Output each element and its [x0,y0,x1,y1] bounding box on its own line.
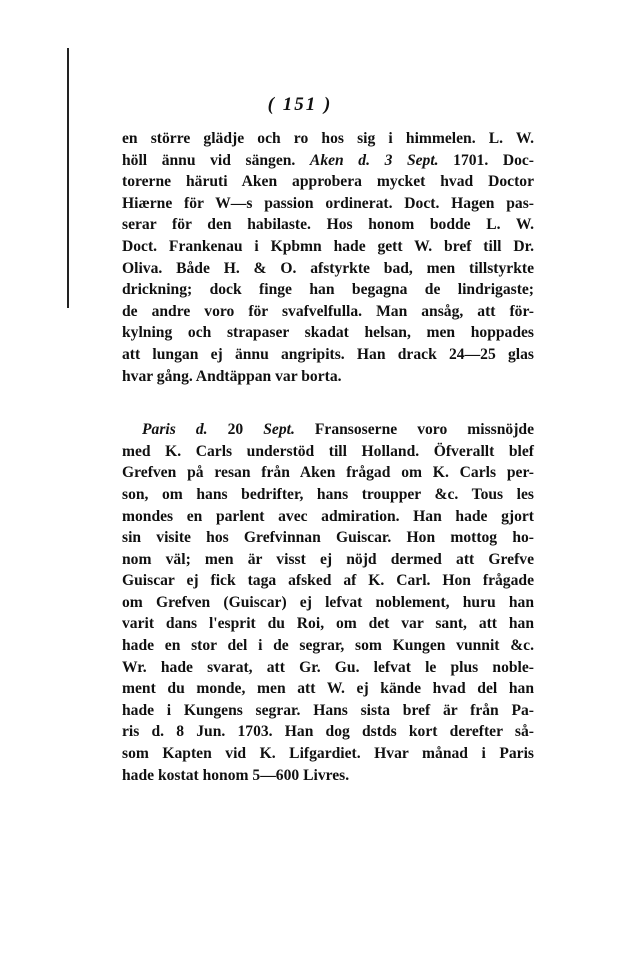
italic-text: Paris d. [142,421,208,439]
text-line [122,128,534,150]
text-segment: 1701. Doc- [438,151,535,169]
text-line [122,193,534,215]
italic-text: Aken d. 3 Sept. [309,151,439,169]
text-line [122,171,534,193]
text-line [122,613,534,635]
text-line [122,279,534,301]
text-line [122,419,534,441]
text-segment: som Kapten vid K. Lifgardiet. Hvar månad i Paris [122,745,534,763]
text-line [122,344,534,366]
text-line [122,549,534,571]
text-segment: ment du monde, men att W. ej kände hvad del han [122,680,534,698]
text-line [122,743,534,765]
text-line [122,721,534,743]
text-line [122,765,534,787]
margin-rule [67,48,69,308]
text-line [122,236,534,258]
text-segment: hade en stor del i de segrar, som Kungen vunnit &c. [122,637,534,655]
text-segment: en större glädje och ro hos sig i himmelen. L. W. [122,130,534,147]
page-number: ( 151 ) [267,94,333,115]
text-segment: Grefven på resan från Aken frågad om K. Carls per- [122,464,534,482]
text-line [122,150,534,172]
italic-text: Sept. [263,421,295,439]
text-line [122,527,534,549]
text-segment: hade kostat honom 5—600 Livres. [122,766,350,784]
text-segment: Hiærne för W—s passion ordinerat. Doct. Hagen pas- [122,194,534,212]
text-line [122,462,534,484]
text-segment: mondes en parlent avec admiration. Han hade gjort [122,507,534,525]
text-segment: ris d. 8 Jun. 1703. Han dog dstds kort derefter så- [122,723,534,741]
text-segment: drickning; dock finge han begagna de lindrigaste; [122,281,534,299]
text-line [122,570,534,592]
text-segment: hade i Kungens segrar. Hans sista bref är från Pa- [122,701,534,719]
text-line [122,506,534,528]
text-line [122,700,534,722]
text-segment: sin visite hos Grefvinnan Guiscar. Hon mottog ho- [122,529,534,547]
text-line [122,657,534,679]
text-segment: hvar gång. Andtäppan var borta. [122,367,342,385]
text-line [122,678,534,700]
text-line [122,214,534,236]
paragraph [122,128,534,387]
text-segment: Guiscar ej fick taga afsked af K. Carl. Hon frågade [122,572,534,590]
text-line [122,322,534,344]
text-segment: 20 [207,421,264,439]
text-segment: om Grefven (Guiscar) ej lefvat noblement, huru han [122,593,534,611]
text-segment: att lungan ej ännu angripits. Han drack 24—25 glas [122,345,534,363]
text-segment: son, om hans bedrifter, hans troupper &c. Tous les [122,485,534,503]
text-segment: kylning och strapaser skadat helsan, men hoppades [122,324,534,342]
text-line [122,301,534,323]
text-segment: de andre voro för svafvelfulla. Man ansåg, att för- [122,302,534,320]
text-line [122,258,534,280]
paragraph [122,419,534,786]
text-segment: torerne häruti Aken approbera mycket hvad Doctor [122,173,534,191]
text-line [122,592,534,614]
text-line [122,441,534,463]
text-segment: Doct. Frankenau i Kpbmn hade gett W. bref till Dr. [122,237,534,255]
text-segment: serar för den habilaste. Hos honom bodde L. W. [122,216,534,234]
body-text [122,128,534,786]
text-line [122,484,534,506]
text-segment: Wr. hade svarat, att Gr. Gu. lefvat le plus noble- [122,658,534,676]
text-segment: med K. Carls understöd till Holland. Öfverallt blef [122,442,534,460]
text-segment: höll ännu vid sängen. [122,151,310,169]
text-segment: Oliva. Både H. & O. afstyrkte bad, men tillstyrkte [122,259,534,277]
text-segment: varit dans l'esprit du Roi, om det var sant, att han [122,615,534,633]
text-line [122,635,534,657]
text-segment: Fransoserne voro missnöjde [294,421,534,439]
text-segment: nom väl; men är visst ej nöjd dermed att Grefve [122,550,534,568]
text-line [122,366,534,388]
